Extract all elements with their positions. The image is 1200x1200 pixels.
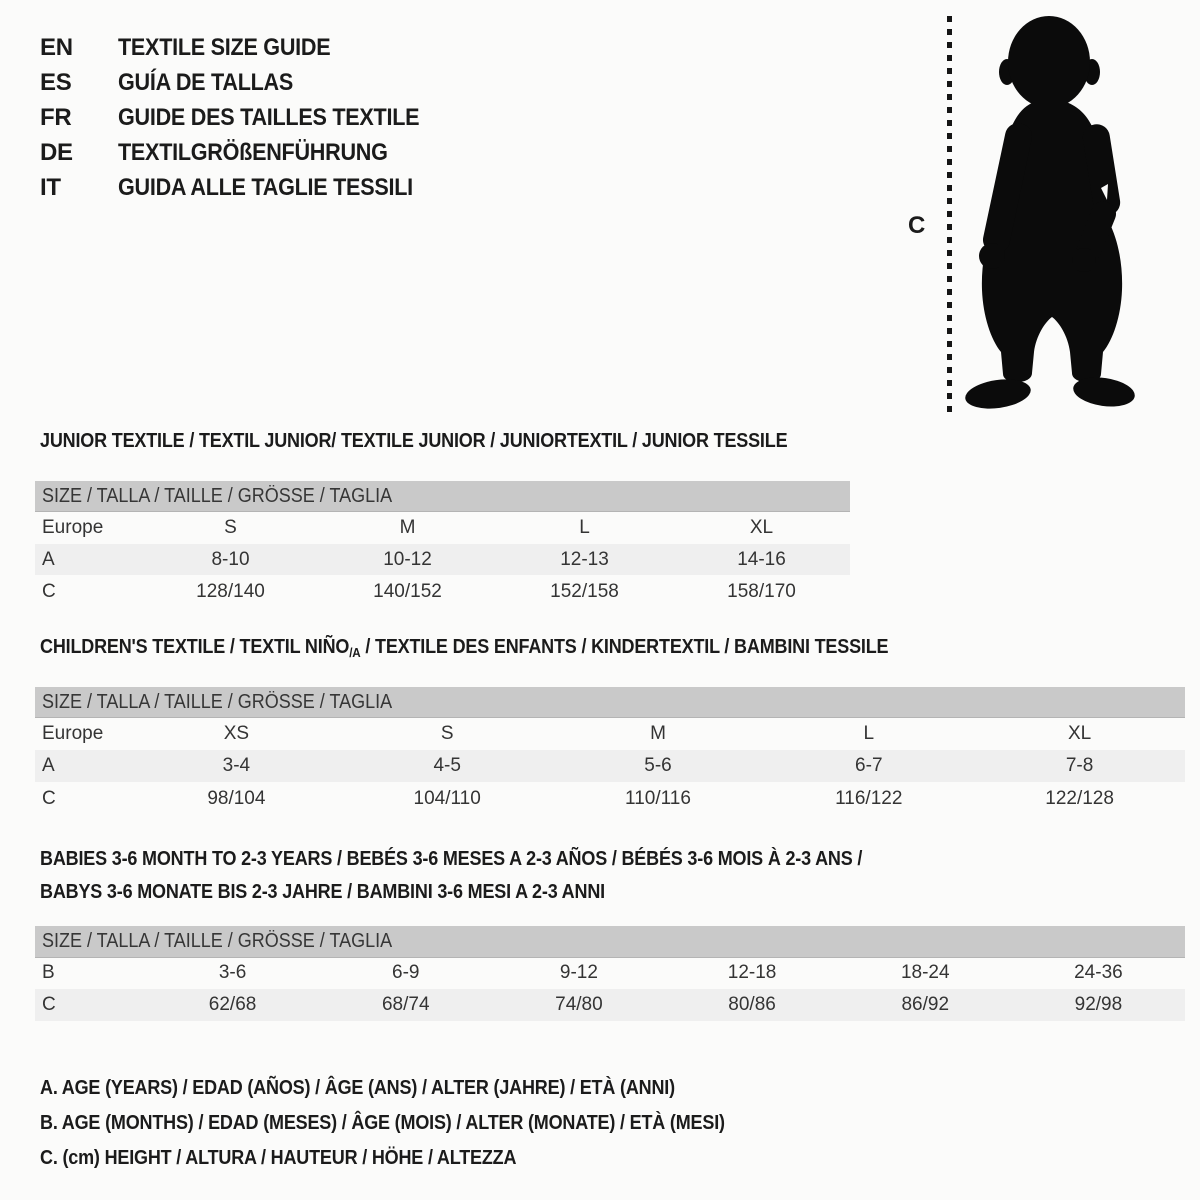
size-cell: 98/104 [207, 787, 266, 809]
children-section-title [40, 636, 983, 660]
size-cell: 152/158 [550, 580, 619, 602]
size-cell: 18-24 [900, 962, 950, 983]
size-row-label: Europe [42, 722, 104, 744]
size-cell: 24-36 [1074, 962, 1123, 983]
size-cell: XL [1067, 722, 1092, 744]
size-cell: L [579, 516, 590, 538]
babies-section-title-line2 [40, 881, 668, 904]
junior-row-europe [35, 511, 850, 544]
lang-code: IT [40, 173, 61, 201]
children-row-europe [35, 717, 1185, 750]
size-cell: 122/128 [1045, 787, 1114, 809]
size-cell: S [440, 722, 454, 744]
lang-row-en [40, 30, 453, 65]
size-cell: L [863, 722, 875, 744]
size-cell: M [650, 722, 666, 744]
lang-code: ES [40, 68, 72, 96]
size-cell: 7-8 [1065, 755, 1094, 776]
size-cell: 104/110 [413, 787, 481, 809]
legend-text-b: B. AGE (MONTHS) / EDAD (MESES) / ÂGE (MOIS) / ALTER (MONATE) / ETÀ (MESI) [40, 1112, 725, 1134]
babies-title-line2-text: BABYS 3-6 MONATE BIS 2-3 JAHRE / BAMBINI 3-6 MESI A 2-3 ANNI [40, 881, 605, 903]
size-cell: 5-6 [644, 755, 672, 776]
size-cell: XL [749, 516, 774, 538]
babies-row-c [35, 989, 1185, 1021]
children-title-main: CHILDREN'S TEXTILE / TEXTIL NIÑO [40, 636, 350, 658]
junior-section-title-text: JUNIOR TEXTILE / TEXTIL JUNIOR/ TEXTILE JUNIOR / JUNIORTEXTIL / JUNIOR TESSILE [40, 430, 788, 452]
size-row-label: C [42, 994, 56, 1015]
lang-code: DE [40, 138, 73, 166]
lang-title: GUÍA DE TALLAS [118, 68, 294, 96]
babies-size-bar [35, 926, 1185, 957]
size-row-label: A [42, 548, 55, 570]
size-bar-label: SIZE / TALLA / TAILLE / GRÖSSE / TAGLIA [42, 690, 393, 713]
hand-right [1072, 248, 1096, 272]
height-measure-line [947, 16, 952, 418]
size-cell: 3-4 [222, 755, 251, 776]
children-title-rest: / TEXTILE DES ENFANTS / KINDERTEXTIL / BAMBINI TESSILE [360, 636, 889, 658]
size-cell: 116/122 [835, 787, 903, 809]
children-title-sub: /A [349, 645, 361, 660]
legend-line-b [40, 1106, 801, 1141]
size-cell: 3-6 [218, 962, 247, 983]
size-bar-label: SIZE / TALLA / TAILLE / GRÖSSE / TAGLIA [42, 930, 393, 952]
junior-section-title [40, 430, 870, 453]
lang-row-it [40, 170, 453, 205]
babies-section-title-line1 [40, 848, 954, 871]
size-cell: 128/140 [196, 580, 265, 602]
size-cell: 86/92 [901, 994, 950, 1015]
lang-title: GUIDE DES TAILLES TEXTILE [118, 103, 420, 131]
babies-size-table [35, 926, 1185, 1021]
legend-text-a: A. AGE (YEARS) / EDAD (AÑOS) / ÂGE (ANS) / ALTER (JAHRE) / ETÀ (ANNI) [40, 1077, 675, 1099]
language-header [40, 30, 453, 205]
size-row-label: C [42, 787, 56, 809]
size-row-label: B [42, 962, 55, 983]
legend-line-a [40, 1071, 801, 1106]
size-row-label: C [42, 580, 56, 602]
size-cell: 92/98 [1074, 994, 1123, 1015]
children-size-bar [35, 687, 1185, 717]
lang-title: TEXTILE SIZE GUIDE [118, 33, 331, 61]
size-cell: 62/68 [208, 994, 257, 1015]
babies-row-b [35, 957, 1185, 989]
size-cell: M [399, 516, 416, 538]
size-cell: 12-18 [727, 962, 777, 983]
size-bar-label: SIZE / TALLA / TAILLE / GRÖSSE / TAGLIA [42, 484, 393, 507]
toddler-silhouette [956, 10, 1146, 418]
junior-row-a [35, 544, 850, 575]
size-cell: 6-9 [392, 962, 420, 983]
junior-size-bar [35, 481, 850, 511]
children-row-c [35, 782, 1185, 815]
size-cell: 74/80 [555, 994, 603, 1015]
size-row-label: A [42, 755, 55, 776]
size-cell: 8-10 [211, 548, 250, 570]
size-cell: 12-13 [560, 548, 609, 570]
junior-row-c [35, 575, 850, 608]
lang-code: EN [40, 33, 73, 61]
size-row-label: Europe [42, 516, 104, 538]
children-size-table [35, 687, 1185, 815]
babies-title-line1-text: BABIES 3-6 MONTH TO 2-3 YEARS / BEBÉS 3-6 MESES A 2-3 AÑOS / BÉBÉS 3-6 MOIS À 2-3 ANS / [40, 848, 863, 870]
hand-left [979, 243, 1005, 269]
size-cell: 9-12 [559, 962, 598, 983]
lang-title: TEXTILGRÖßENFÜHRUNG [118, 138, 388, 166]
legend-text-c: C. (cm) HEIGHT / ALTURA / HAUTEUR / HÖHE / ALTEZZA [40, 1147, 517, 1169]
head [1008, 16, 1090, 108]
size-cell: 80/86 [728, 994, 776, 1015]
lang-row-fr [40, 100, 453, 135]
lang-row-es [40, 65, 453, 100]
size-cell: 68/74 [381, 994, 430, 1015]
lang-code: FR [40, 103, 72, 131]
size-cell: 4-5 [433, 755, 461, 776]
size-cell: S [224, 516, 237, 538]
size-cell: 14-16 [737, 548, 786, 570]
legend [40, 1071, 801, 1176]
junior-size-table [35, 481, 850, 608]
size-cell: 6-7 [855, 755, 883, 776]
children-row-a [35, 750, 1185, 782]
size-cell: 10-12 [383, 548, 432, 570]
legend-line-c [40, 1141, 801, 1176]
children-section-title-text [40, 636, 888, 660]
size-cell: 158/170 [727, 580, 796, 602]
size-cell: 140/152 [373, 580, 442, 602]
lang-title: GUIDA ALLE TAGLIE TESSILI [118, 173, 413, 201]
measure-label-c: C [908, 212, 926, 239]
size-cell: 110/116 [625, 787, 691, 809]
size-cell: XS [223, 722, 250, 744]
lang-row-de [40, 135, 453, 170]
